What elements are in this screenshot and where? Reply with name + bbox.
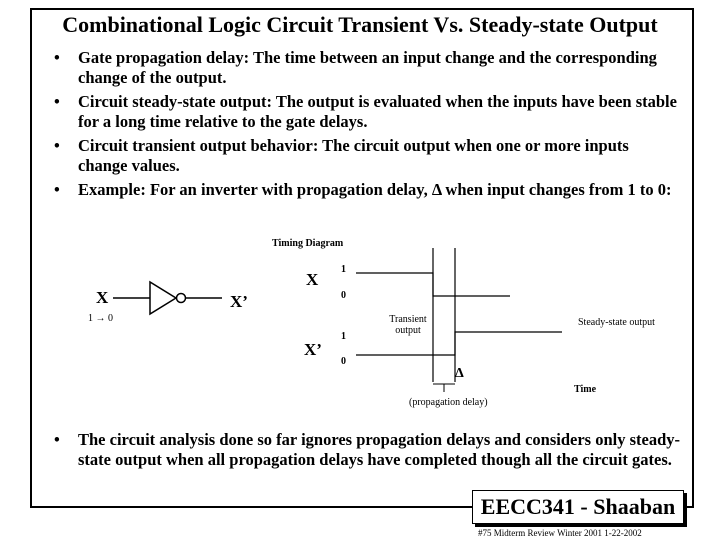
propagation-delay-label: (propagation delay) [409,397,488,408]
bullet-dot: • [54,180,60,199]
bullet-text: The circuit analysis done so far ignores propagation delays and considers only steady-state output when all propagation delays have completed though all the circuit gates. [78,430,681,469]
input-transition-label: 1 → 0 [88,313,113,324]
slide-title: Combinational Logic Circuit Transient Vs. Steady-state Output [62,12,658,37]
bullet-summary [52,430,708,470]
bullet-text: Circuit transient output behavior: The circuit output when one or more inputs change values. [78,136,629,175]
time-axis-label: Time [574,384,597,395]
inverter-bubble [177,294,186,303]
x-signal-label: X [306,270,319,289]
steady-state-output-label: Steady-state output [578,317,655,328]
x-high-label: 1 [341,264,346,275]
transient-output-label: Transient output [389,314,427,336]
inverter-triangle [150,282,176,314]
slide-footer: #75 Midterm Review Winter 2001 1-22-2002 [478,528,642,538]
timing-diagram-title: Timing Diagram [272,238,344,249]
x-low-label: 0 [341,290,346,301]
bullet-text: Circuit steady-state output: The output is evaluated when the inputs have been stable for a long time relative to the gate delays. [78,92,677,131]
inverter-output-label: X’ [230,292,248,311]
bullet-text: Example: For an inverter with propagation delay, Δ when input changes from 1 to 0: [78,180,672,199]
xprime-signal-label: X’ [304,340,322,359]
bullet-dot: • [54,48,60,67]
xprime-high-label: 1 [341,331,346,342]
inverter-input-label: X [96,288,109,307]
delta-symbol: Δ [455,366,464,381]
bullet-dot: • [54,92,60,111]
course-badge: EECC341 - Shaaban [472,490,684,524]
xprime-low-label: 0 [341,356,346,367]
bullet-dot: • [54,430,60,449]
bullet-text: Gate propagation delay: The time between an input change and the corresponding change of the output. [78,48,657,87]
bullet-dot: • [54,136,60,155]
